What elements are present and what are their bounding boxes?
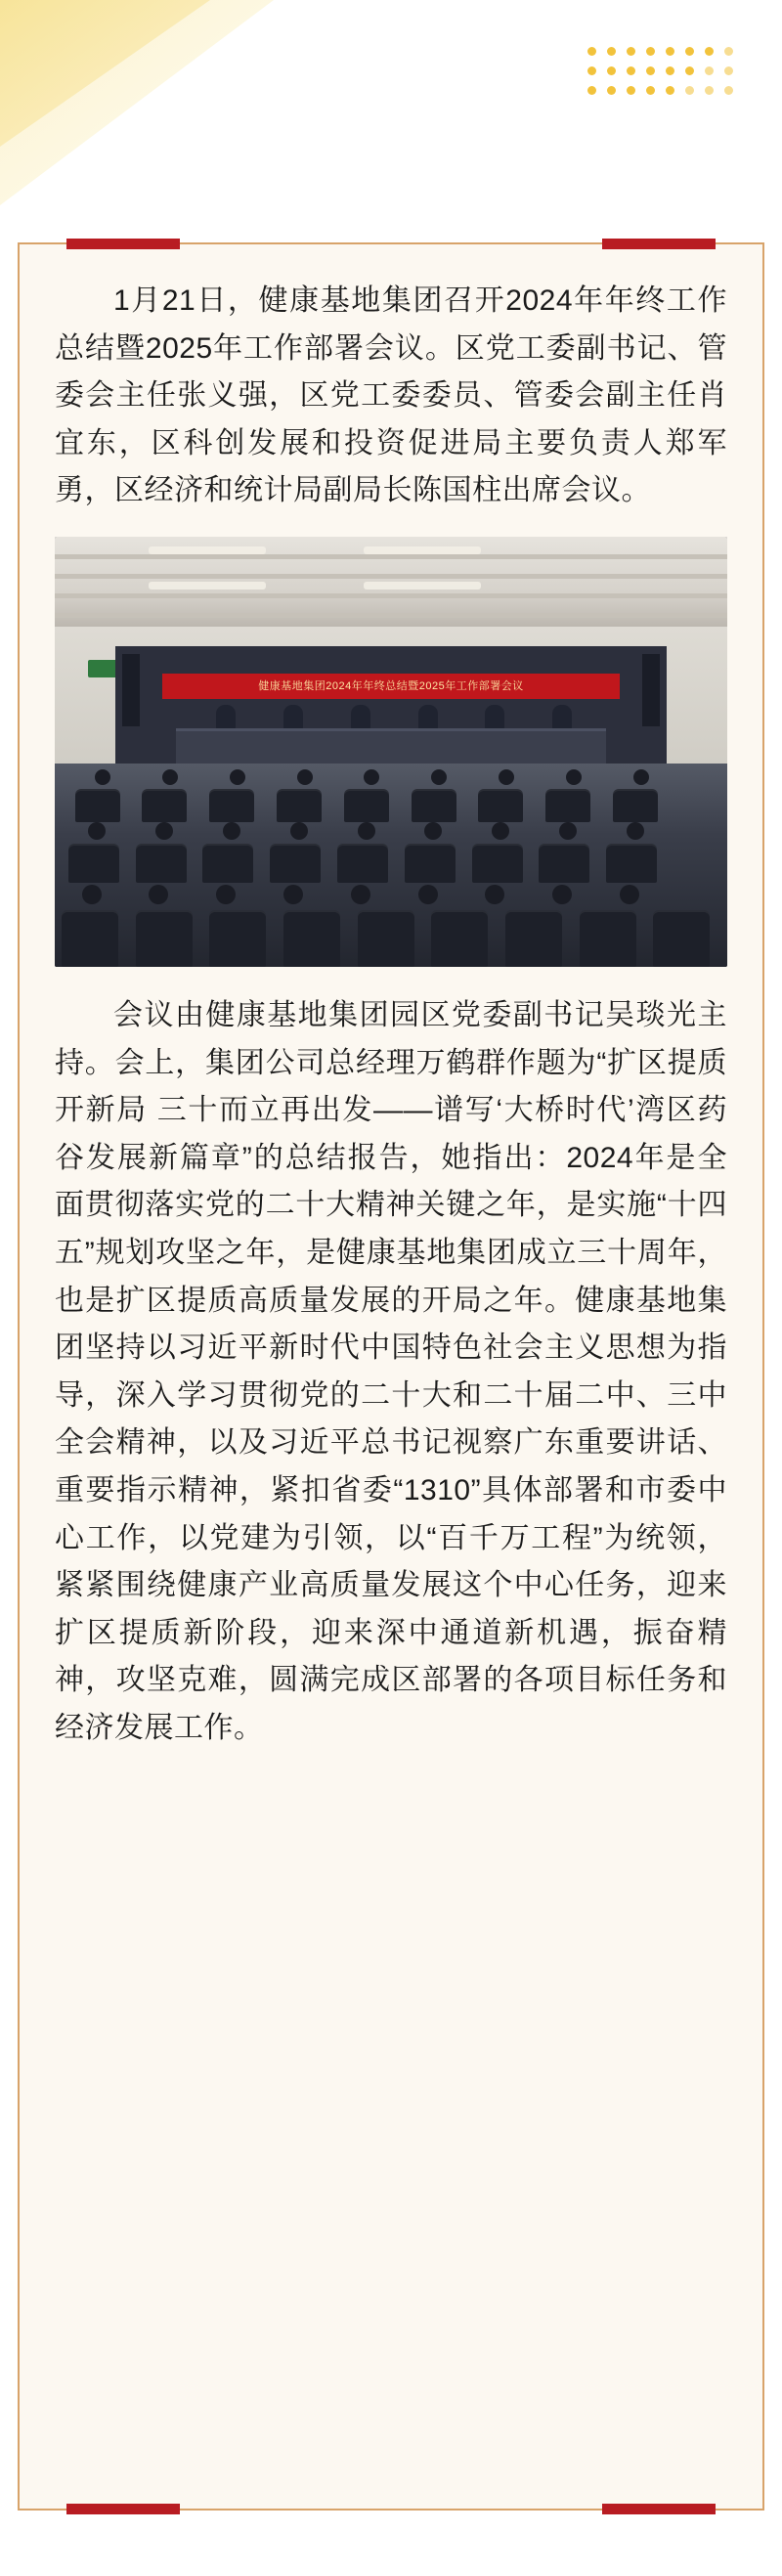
photo-stage-banner-text: 健康基地集团2024年年终总结暨2025年工作部署会议 bbox=[162, 674, 620, 699]
corner-bar-bottom-right bbox=[602, 2504, 716, 2514]
photo-head-table bbox=[176, 728, 606, 764]
dot-grid-decoration-icon bbox=[587, 47, 738, 100]
conference-photo-wrapper bbox=[55, 537, 727, 967]
conference-photo bbox=[55, 537, 727, 967]
article-card bbox=[18, 242, 764, 2511]
corner-bar-top-left bbox=[66, 239, 180, 249]
corner-bar-top-right bbox=[602, 239, 716, 249]
article-paragraph-1: 1月21日，健康基地集团召开2024年年终工作总结暨2025年工作部署会议。区党工委副书记、管委会主任张义强，区党工委委员、管委会副主任肖宜东，区科创发展和投资促进局主要负责人郑军勇，区经济和统计局副局长陈国柱出席会议。 bbox=[55, 284, 727, 507]
corner-bar-bottom-left bbox=[66, 2504, 180, 2514]
header-decoration-band bbox=[0, 0, 782, 242]
article-paragraph-2: 会议由健康基地集团园区党委副书记吴琰光主持。会上，集团公司总经理万鹤群作题为“扩区提质开新局 三十而立再出发——谱写‘大桥时代’湾区药谷发展新篇章”的总结报告，她指出：2024年是全面贯彻落实党的二十大精神关键之年，是实施“十四五”规划攻坚之年，是健康基地集团成立三十周年，也是扩区提质高质量发展的开局之年。健康基地集团坚持以习近平新时代中国特色社会主义思想为指导，深入学习贯彻党的二十大和二十届二中、三中全会精神，以及习近平总书记视察广东重要讲话、重要指示精神，紧扣省委“1310”具体部署和市委中心工作，以党建为引领，以“百千万工程”为统领，紧紧围绕健康产业高质量发展这个中心任务，迎来扩区提质新阶段，迎来深中通道新机遇，振奋精神，攻坚克难，圆满完成区部署的各项目标任务和经济发展工作。 bbox=[55, 998, 727, 1744]
